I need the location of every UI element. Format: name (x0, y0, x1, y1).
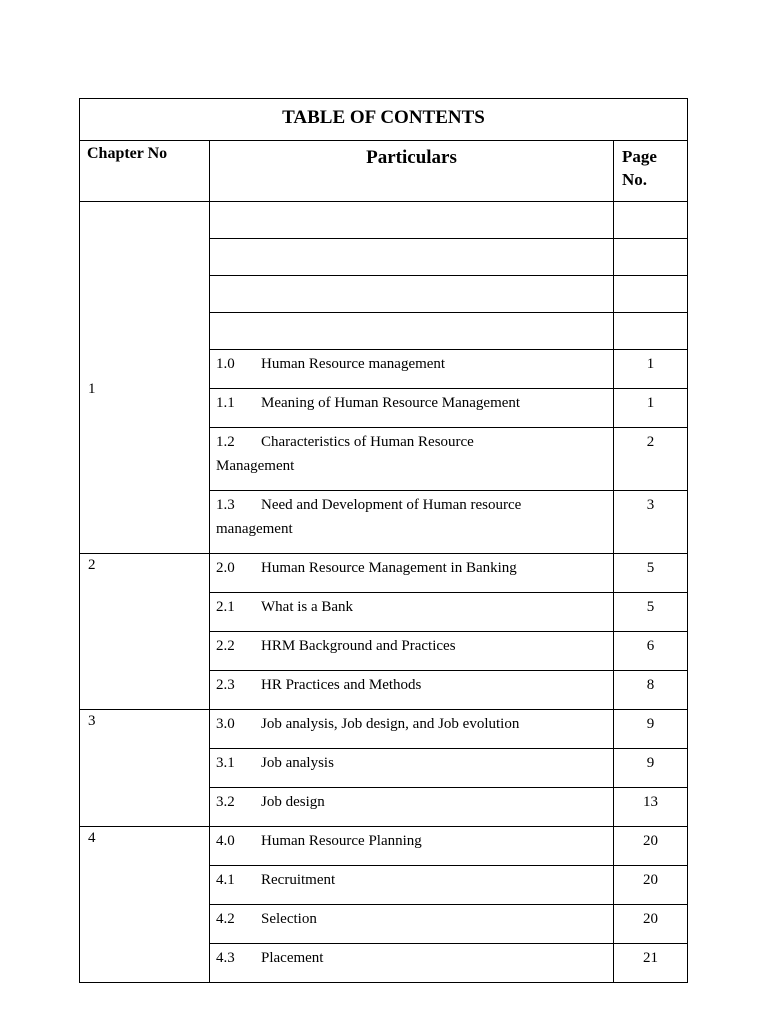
entry-particulars (210, 593, 614, 632)
entry-particulars (210, 632, 614, 671)
chapter-number: 1 (80, 202, 210, 554)
empty-cell (210, 276, 614, 313)
table-of-contents (79, 98, 688, 983)
entry-page: 1 (614, 389, 688, 428)
entry-page: 5 (614, 593, 688, 632)
entry-text: Need and Development of Human resource (261, 497, 522, 513)
entry-page: 13 (614, 788, 688, 827)
entry-particulars (210, 491, 614, 554)
entry-particulars (210, 671, 614, 710)
entry-text-continued: management (216, 521, 293, 537)
empty-cell (614, 313, 688, 350)
entry-text: HRM Background and Practices (261, 638, 456, 654)
entry-page: 5 (614, 554, 688, 593)
entry-particulars (210, 788, 614, 827)
entry-number: 4.2 (216, 911, 235, 927)
entry-number: 1.0 (216, 356, 235, 372)
chapter-number: 2 (80, 554, 210, 710)
entry-page: 20 (614, 905, 688, 944)
entry-number: 1.2 (216, 434, 235, 450)
entry-page: 20 (614, 866, 688, 905)
header-page-line2: No. (622, 170, 648, 189)
entry-particulars (210, 866, 614, 905)
entry-particulars (210, 389, 614, 428)
table-row (80, 827, 688, 866)
empty-cell (210, 313, 614, 350)
entry-page: 9 (614, 710, 688, 749)
entry-text: Meaning of Human Resource Management (261, 395, 521, 411)
empty-cell (614, 276, 688, 313)
entry-particulars (210, 827, 614, 866)
entry-text: Placement (261, 950, 324, 966)
entry-page: 8 (614, 671, 688, 710)
entry-number: 4.3 (216, 950, 235, 966)
entry-text: Human Resource Management in Banking (261, 560, 517, 576)
chapter-number: 4 (80, 827, 210, 983)
empty-cell (614, 202, 688, 239)
entry-text-continued: Management (216, 458, 295, 474)
entry-text: Job analysis (261, 755, 334, 771)
entry-page: 6 (614, 632, 688, 671)
entry-number: 2.1 (216, 599, 235, 615)
entry-number: 1.1 (216, 395, 235, 411)
entry-number: 2.2 (216, 638, 235, 654)
entry-number: 3.2 (216, 794, 235, 810)
entry-text: Selection (261, 911, 317, 927)
header-page-line1: Page (622, 147, 657, 166)
table-row (80, 710, 688, 749)
entry-particulars (210, 554, 614, 593)
entry-page: 2 (614, 428, 688, 491)
entry-number: 3.0 (216, 716, 235, 732)
entry-number: 4.0 (216, 833, 235, 849)
entry-page: 3 (614, 491, 688, 554)
chapter-number: 3 (80, 710, 210, 827)
entry-text: Human Resource management (261, 356, 446, 372)
header-page-no (614, 141, 688, 202)
entry-text: Recruitment (261, 872, 336, 888)
entry-text: Human Resource Planning (261, 833, 422, 849)
entry-page: 1 (614, 350, 688, 389)
toc-title-cell (80, 99, 688, 141)
entry-page: 9 (614, 749, 688, 788)
entry-text: Characteristics of Human Resource (261, 434, 474, 450)
toc-title: TABLE OF CONTENTS (282, 107, 485, 128)
empty-cell (614, 239, 688, 276)
table-row (80, 554, 688, 593)
entry-particulars (210, 350, 614, 389)
entry-particulars (210, 428, 614, 491)
empty-cell (210, 202, 614, 239)
entry-page: 20 (614, 827, 688, 866)
entry-particulars (210, 710, 614, 749)
entry-text: Job analysis, Job design, and Job evolution (261, 716, 520, 732)
entry-number: 4.1 (216, 872, 235, 888)
entry-number: 2.0 (216, 560, 235, 576)
header-particulars: Particulars (210, 141, 614, 202)
entry-number: 2.3 (216, 677, 235, 693)
entry-number: 3.1 (216, 755, 235, 771)
entry-number: 1.3 (216, 497, 235, 513)
entry-text: HR Practices and Methods (261, 677, 422, 693)
entry-particulars (210, 905, 614, 944)
entry-text: What is a Bank (261, 599, 354, 615)
empty-cell (210, 239, 614, 276)
entry-text: Job design (261, 794, 325, 810)
entry-page: 21 (614, 944, 688, 983)
entry-particulars (210, 944, 614, 983)
header-chapter-no: Chapter No (80, 141, 210, 202)
entry-particulars (210, 749, 614, 788)
